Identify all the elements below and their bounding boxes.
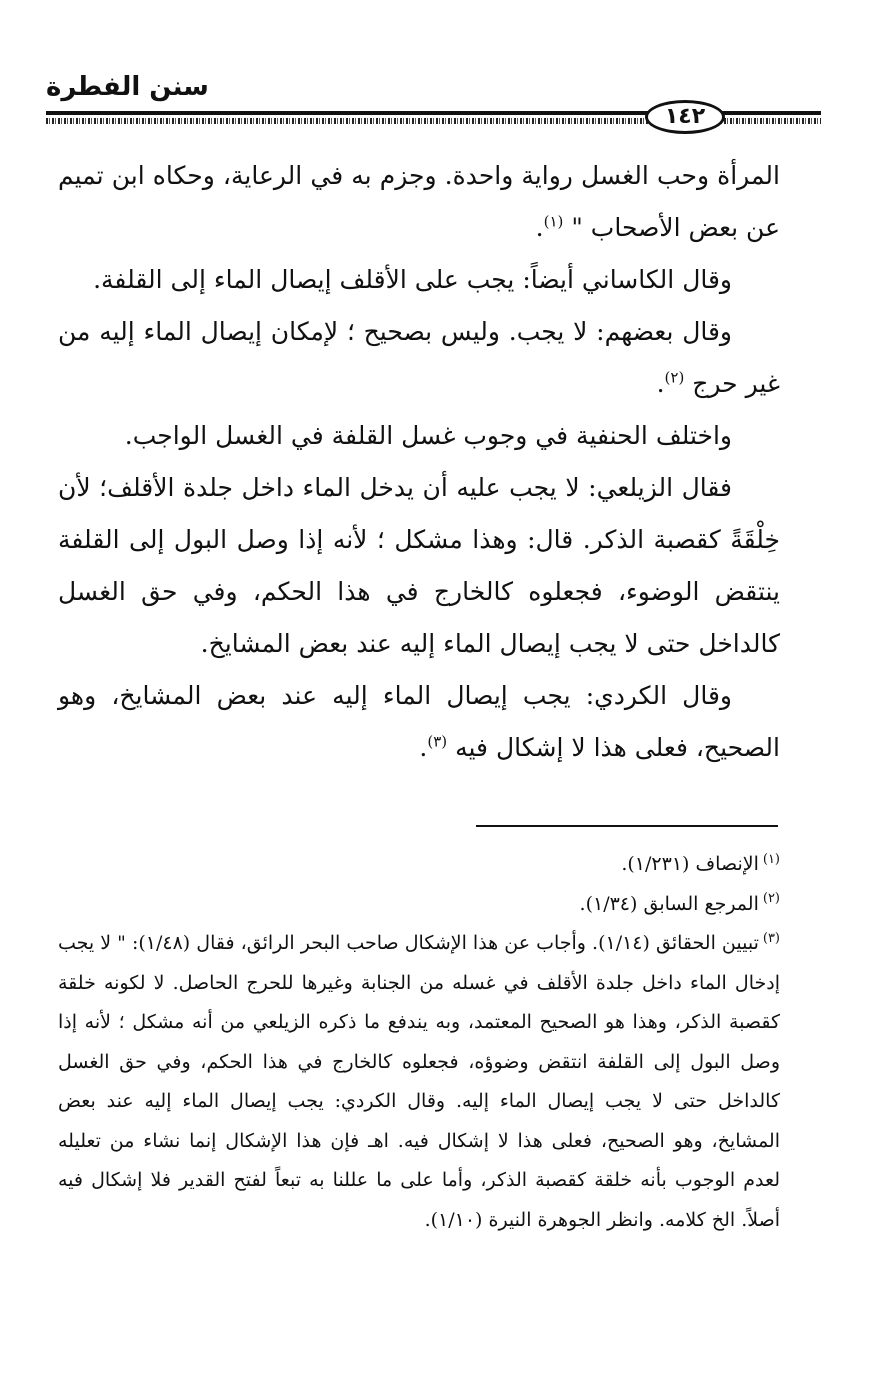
footnote-text: الإنصاف (١/٢٣١). xyxy=(621,853,759,875)
body-text xyxy=(58,150,780,774)
footnote-marker: (٣) xyxy=(762,930,780,946)
paragraph xyxy=(58,306,780,410)
paragraph-text: وقال الكردي: يجب إيصال الماء إليه عند بعض المشايخ، وهو الصحيح، فعلى هذا لا إشكال فيه xyxy=(58,681,780,762)
paragraph-tail: . xyxy=(535,213,544,242)
footnotes xyxy=(58,845,780,1240)
paragraph-text: المرأة وحب الغسل رواية واحدة. وجزم به في الرعاية، وحكاه ابن تميم عن بعض الأصحاب " xyxy=(58,161,780,242)
footnote-reference: (١) xyxy=(543,212,564,231)
paragraph-text: واختلف الحنفية في وجوب غسل القلفة في الغسل الواجب. xyxy=(124,421,732,450)
footnote-marker: (١) xyxy=(762,851,780,867)
paragraph xyxy=(58,254,780,306)
footnote-text: المرجع السابق (١/٣٤). xyxy=(579,892,759,915)
paragraph xyxy=(58,410,780,462)
footnote-separator xyxy=(476,825,778,827)
footnote-reference: (٢) xyxy=(664,368,685,387)
footnote-text: تبيين الحقائق (١/١٤). وأجاب عن هذا الإشكال صاحب البحر الرائق، فقال (١/٤٨): " لا يجب إدخال الماء داخل جلدة الأقلف في غسله من الجنابة وغيرها للحرج الحاصل. لا لكونه خلقة كقصبة الذكر، وهذا هو الصحيح المعتمد، وبه يندفع ما ذكره الزيلعي من أنه مشكل ؛ لأنه إذا وصل البول إلى القلفة انتقض وضوؤه، فجعلوه كالخارج في هذا الحكم، وفي حق الغسل كالداخل حتى لا يجب إيصال الماء إليه. وقال الكردي: يجب إيصال الماء إليه عند بعض المشايخ، وهو الصحيح، فعلى هذا لا إشكال فيه. اهـ فإن هذا الإشكال إنما نشاء من تعليله لعدم الوجوب بأنه خلقة كقصبة الذكر، وأما على ما عللنا به تبعاً لفتح القدير فلا إشكال فيه أصلاً. الخ كلامه. وانظر الجوهرة النيرة (١/١٠). xyxy=(58,932,780,1231)
page-number-frame xyxy=(645,100,725,134)
footnote xyxy=(58,885,780,925)
paragraph-text: وقال الكاساني أيضاً: يجب على الأقلف إيصال الماء إلى القلفة. xyxy=(93,265,732,294)
paragraph-tail: . xyxy=(656,369,665,398)
page-number: ١٤٢ xyxy=(664,104,706,129)
footnote xyxy=(58,845,780,885)
footnote xyxy=(58,924,780,1240)
paragraph xyxy=(58,150,780,254)
paragraph-tail: . xyxy=(419,733,428,762)
paragraph-text: فقال الزيلعي: لا يجب عليه أن يدخل الماء داخل جلدة الأقلف؛ لأن خِلْقَةً كقصبة الذكر. قال: وهذا مشكل ؛ لأنه إذا وصل البول إلى القلفة ينتقض الوضوء، فجعلوه كالخارج في هذا الحكم، وفي حق الغسل كالداخل حتى لا يجب إيصال الماء إليه عند بعض المشايخ. xyxy=(58,473,780,658)
paragraph-text: وقال بعضهم: لا يجب. وليس بصحيح ؛ لإمكان إيصال الماء إليه من غير حرج xyxy=(58,317,780,398)
footnote-marker: (٢) xyxy=(762,891,780,907)
footnote-reference: (٣) xyxy=(427,732,448,751)
paragraph xyxy=(58,462,780,670)
running-title: سنن الفطرة xyxy=(46,72,209,102)
paragraph xyxy=(58,670,780,774)
